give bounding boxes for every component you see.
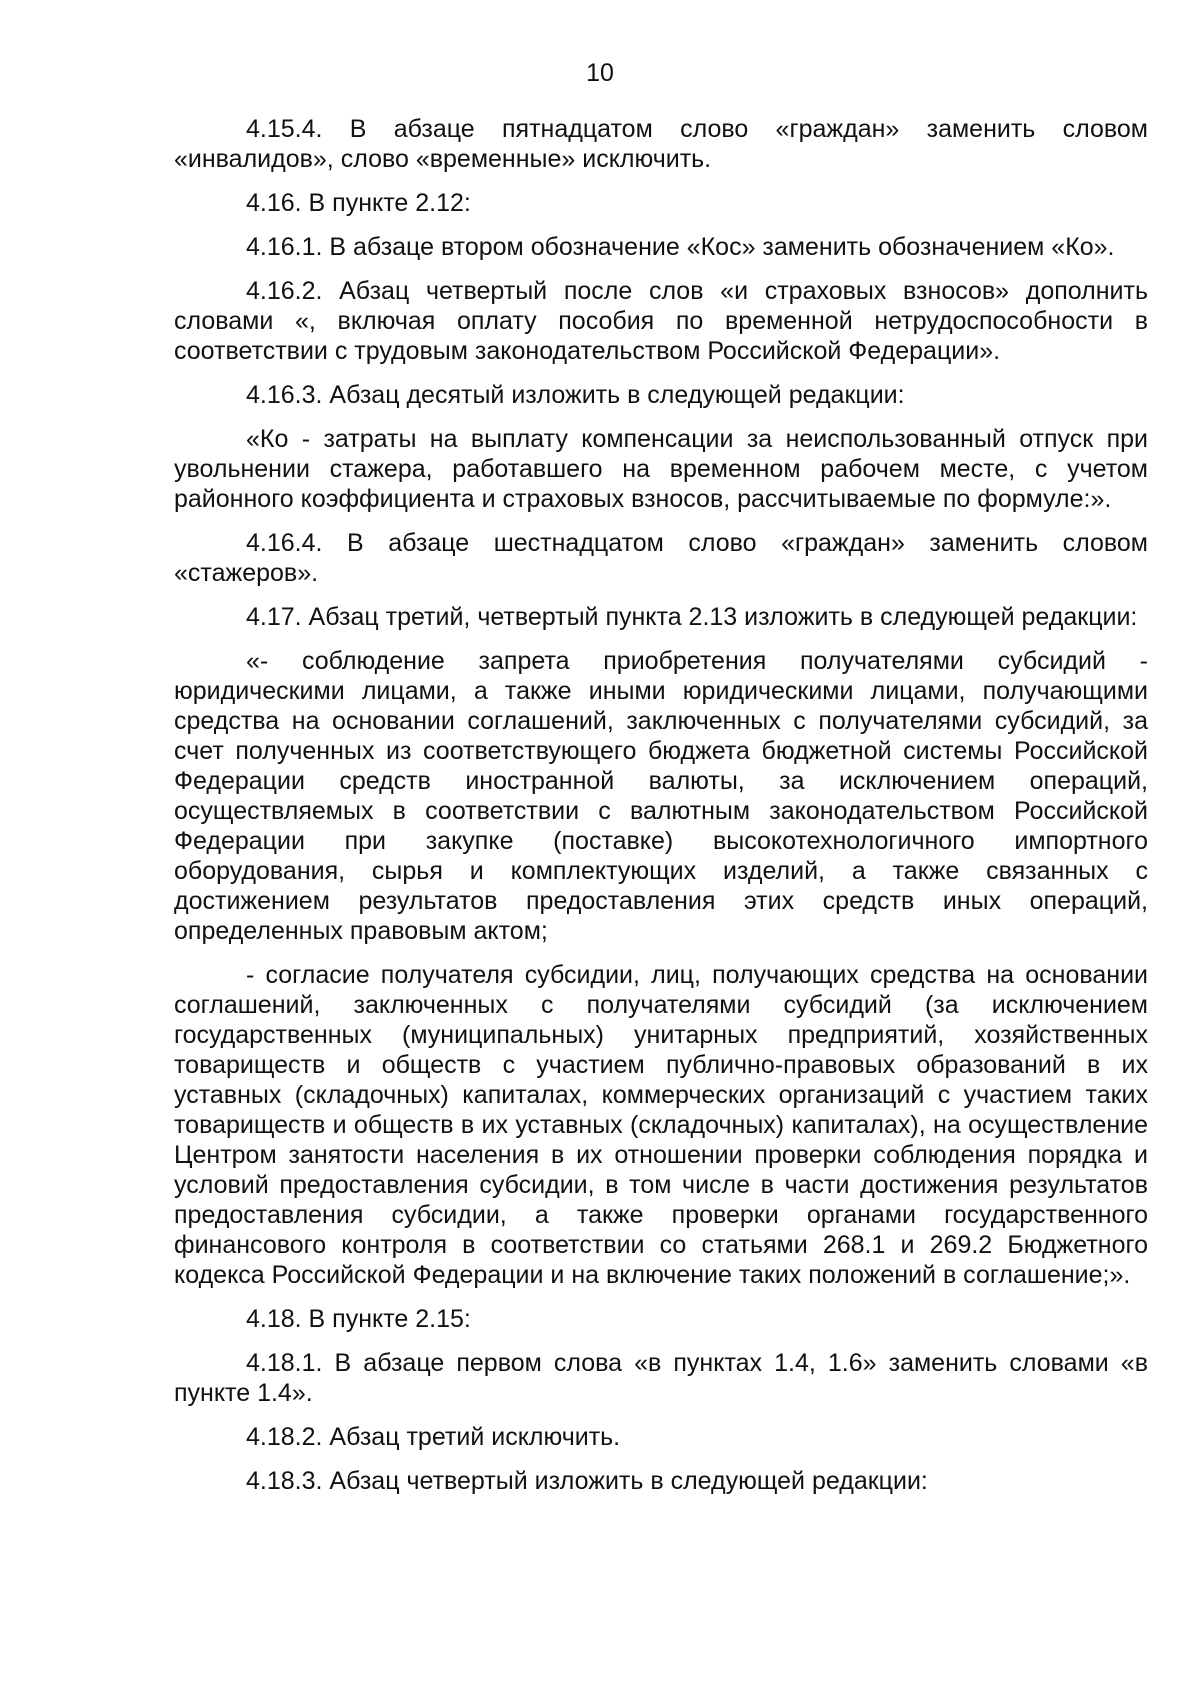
paragraph-consent-inspection: - согласие получателя субсидии, лиц, получающих средства на основании соглашений, заключенных с получателями субсидий (за исключением государственных (муниципальных) унитарных предприятий, хозяйственных товариществ и обществ с участием публично-правовых образований в их уставных (складочных) капиталах, коммерческих организаций с участием таких товариществ и обществ в их уставных (складочных) капиталах), на осуществление Центром занятости населения в их отношении проверки соблюдения порядка и условий предоставления субсидии, в том числе в части достижения результатов предоставления субсидии, а также проверки органами государственного финансового контроля в соответствии со статьями 268.1 и 269.2 Бюджетного кодекса Российской Федерации и на включение таких положений в соглашение;».: [174, 961, 1148, 1289]
paragraph-ko-definition: «Ко - затраты на выплату компенсации за неиспользованный отпуск при увольнении стажера, работавшего на временном рабочем месте, с учетом районного коэффициента и страховых взносов, рассчитываемые по формуле:».: [174, 425, 1148, 513]
document-body: [174, 114, 1148, 1510]
paragraph-4-18-2: 4.18.2. Абзац третий исключить.: [246, 1423, 621, 1451]
paragraph-4-16-4: 4.16.4. В абзаце шестнадцатом слово «граждан» заменить словом «стажеров».: [174, 529, 1148, 587]
paragraph-4-18-3: 4.18.3. Абзац четвертый изложить в следующей редакции:: [246, 1467, 928, 1495]
paragraph-4-17: 4.17. Абзац третий, четвертый пункта 2.13 изложить в следующей редакции:: [246, 603, 1138, 631]
paragraph-4-16-1: 4.16.1. В абзаце втором обозначение «Кос» заменить обозначением «Ко».: [246, 233, 1115, 261]
paragraph-4-16: 4.16. В пункте 2.12:: [246, 189, 471, 217]
page-number: 10: [586, 59, 614, 87]
paragraph-currency-prohibition: «- соблюдение запрета приобретения получателями субсидий - юридическими лицами, а также иными юридическими лицами, получающими средства на основании соглашений, заключенных с получателями субсидий, за счет полученных из соответствующего бюджета бюджетной системы Российской Федерации средств иностранной валюты, за исключением операций, осуществляемых в соответствии с валютным законодательством Российской Федерации при закупке (поставке) высокотехнологичного импортного оборудования, сырья и комплектующих изделий, а также связанных с достижением результатов предоставления этих средств иных операций, определенных правовым актом;: [174, 647, 1148, 945]
paragraph-4-15-4: 4.15.4. В абзаце пятнадцатом слово «граждан» заменить словом «инвалидов», слово «временные» исключить.: [174, 115, 1148, 173]
paragraph-4-18: 4.18. В пункте 2.15:: [246, 1305, 471, 1333]
paragraph-4-16-3: 4.16.3. Абзац десятый изложить в следующей редакции:: [246, 381, 905, 409]
paragraph-4-16-2: 4.16.2. Абзац четвертый после слов «и страховых взносов» дополнить словами «, включая оплату пособия по временной нетрудоспособности в соответствии с трудовым законодательством Российской Федерации».: [174, 277, 1148, 365]
paragraph-4-18-1: 4.18.1. В абзаце первом слова «в пунктах 1.4, 1.6» заменить словами «в пункте 1.4».: [174, 1349, 1148, 1407]
